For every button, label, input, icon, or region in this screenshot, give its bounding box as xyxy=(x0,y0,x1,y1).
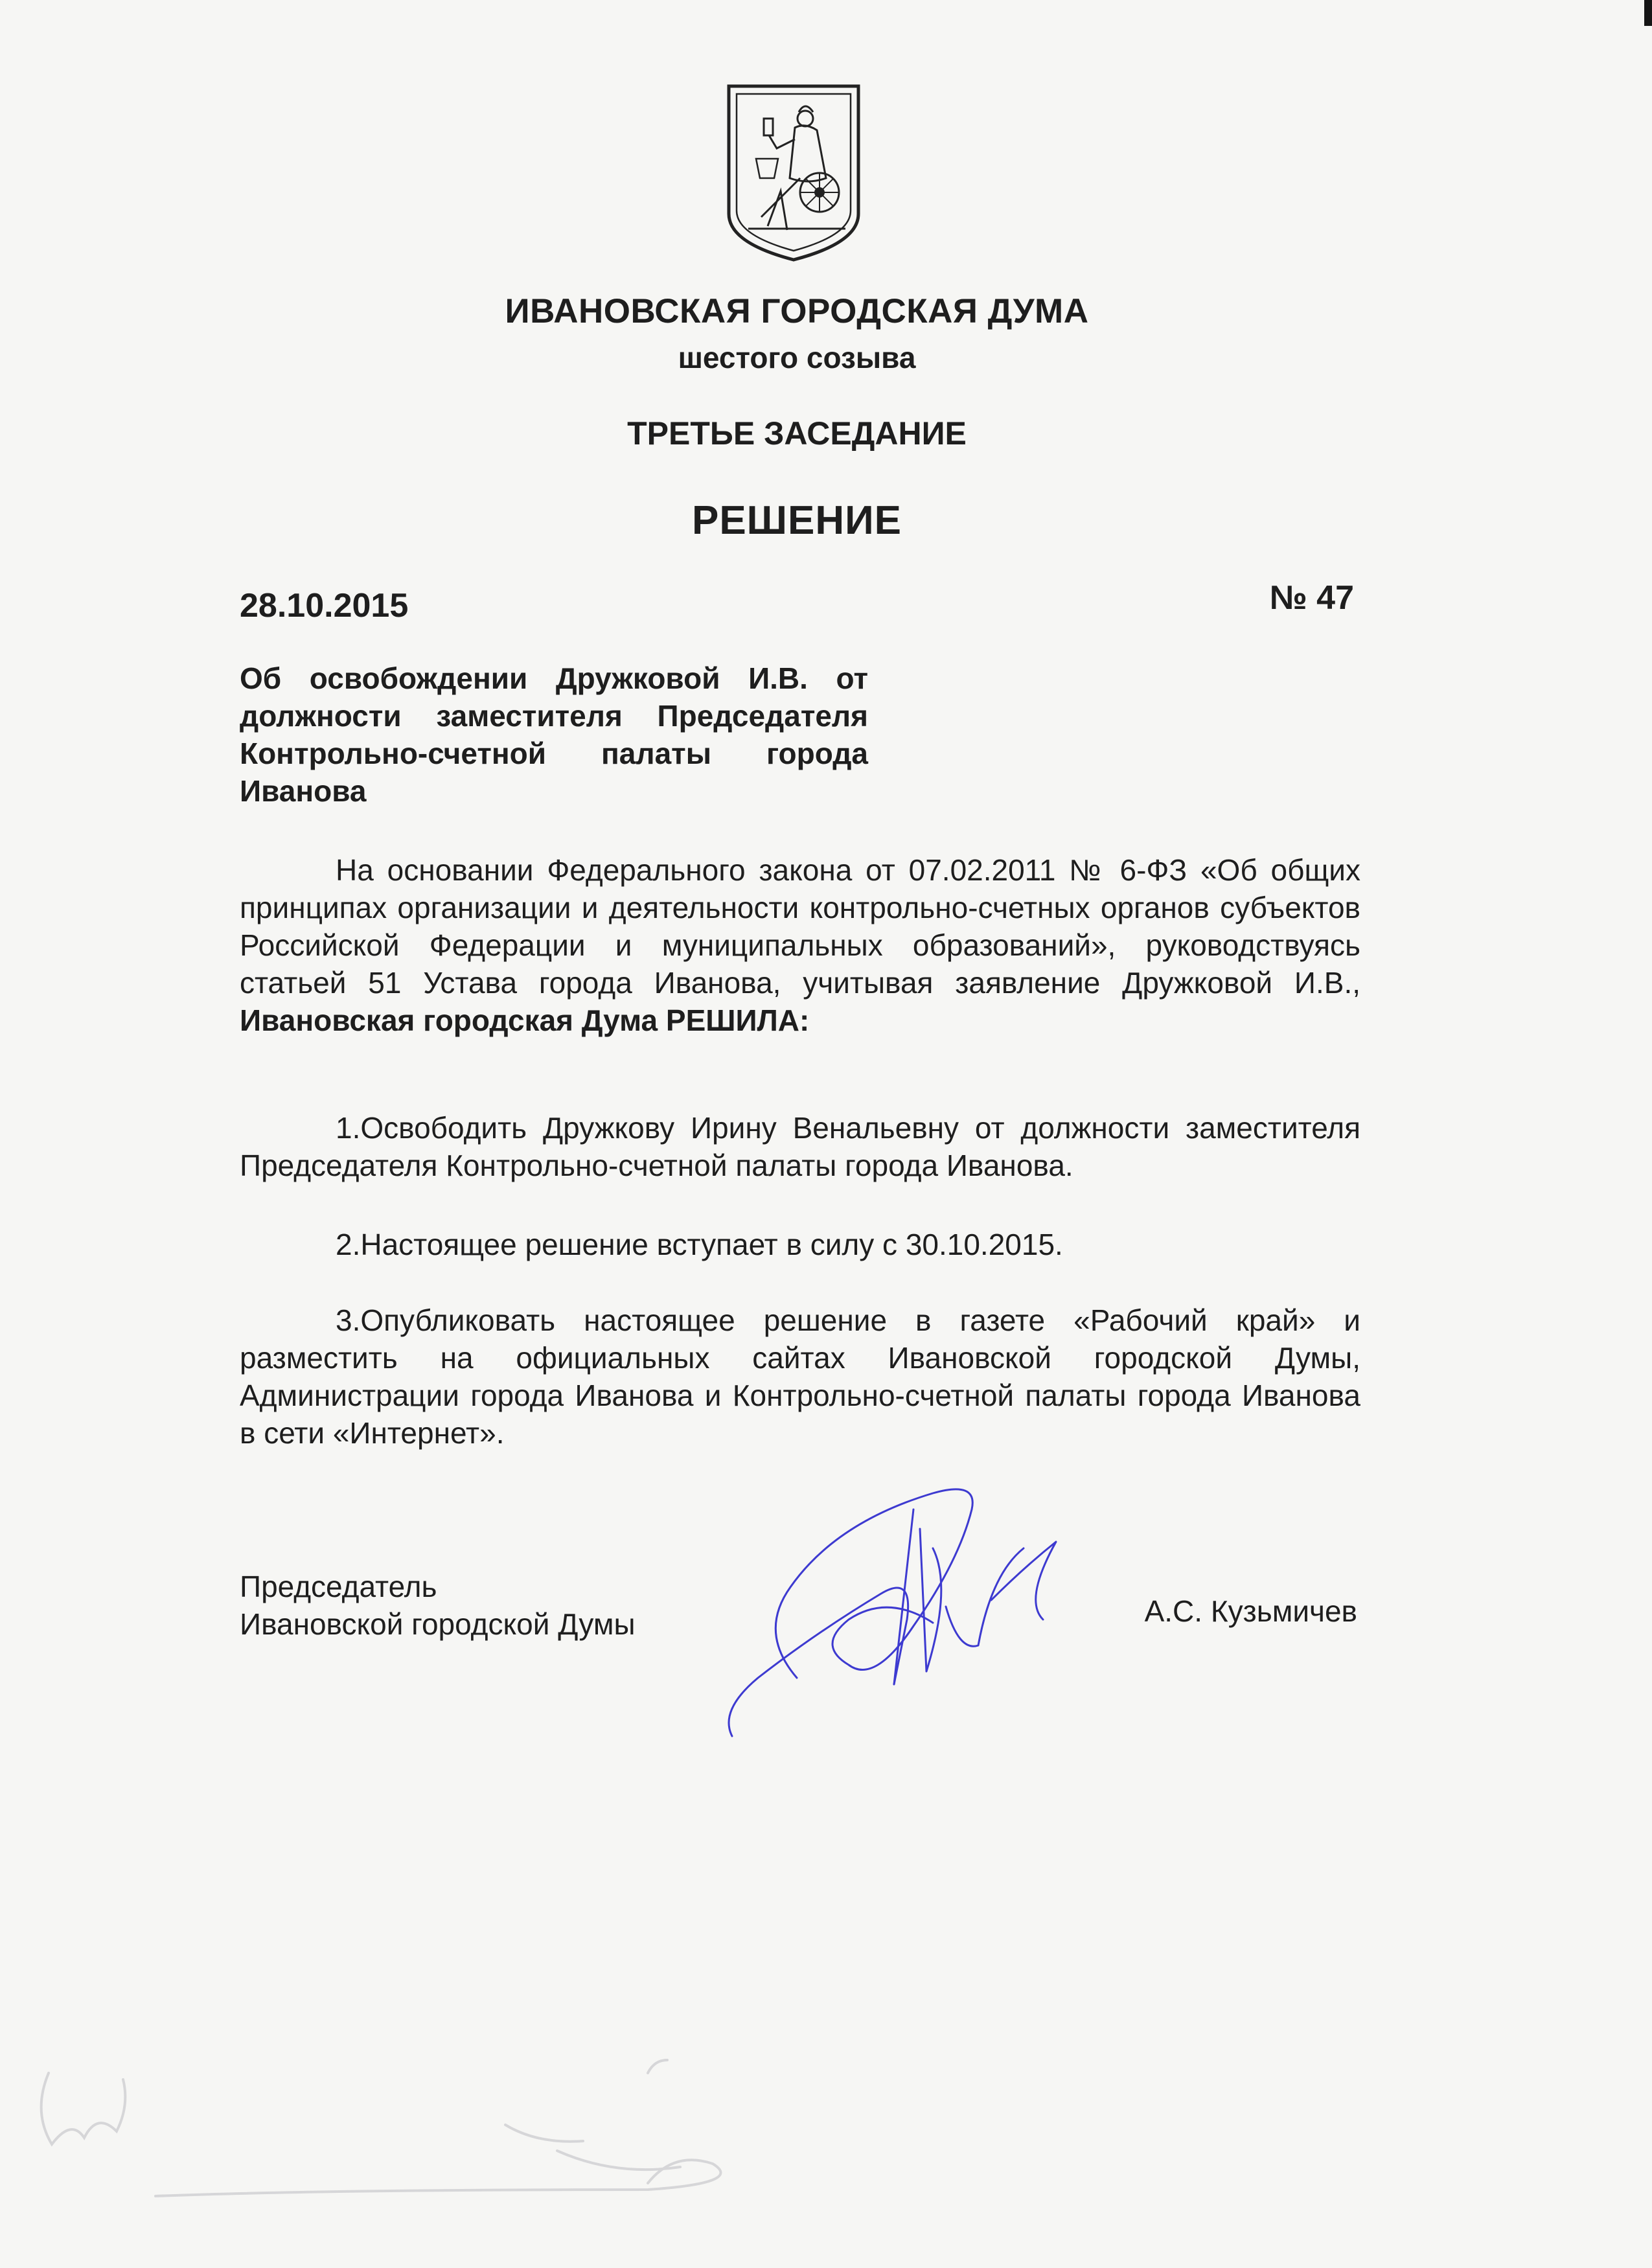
faint-handwritten-marks xyxy=(0,2034,816,2241)
decision-item-1-text: 1.Освободить Дружкову Ирину Венальевну от должности заместителя Председателя Контрольно-счетной палаты города Иванова. xyxy=(240,1111,1360,1182)
decision-item-3 xyxy=(240,1301,1360,1452)
decision-item-2 xyxy=(240,1226,1360,1263)
decision-item-2-text: 2.Настоящее решение вступает в силу с 30.10.2015. xyxy=(336,1228,1063,1261)
preamble-resolution: Ивановская городская Дума РЕШИЛА: xyxy=(240,1003,810,1037)
signatory-title xyxy=(240,1568,636,1643)
signatory-name: А.С. Кузьмичев xyxy=(1144,1594,1357,1628)
signatory-title-line1: Председатель xyxy=(240,1570,437,1603)
document-type-heading: РЕШЕНИЕ xyxy=(691,498,902,543)
session-title: ТРЕТЬЕ ЗАСЕДАНИЕ xyxy=(627,415,967,452)
organization-title: ИВАНОВСКАЯ ГОРОДСКАЯ ДУМА xyxy=(505,292,1089,330)
preamble-text: На основании Федерального закона от 07.02.2011 № 6-ФЗ «Об общих принципах организации и деятельности контрольно-счетных органов субъектов Российской Федерации и муниципальных образований», руководствуясь статьей 51 Устава города Иванова, учитывая заявление Дружковой И.В., xyxy=(240,853,1360,1000)
document-subject: Об освобождении Дружковой И.В. от должности заместителя Председателя Контрольно-счетной палаты города Иванова xyxy=(240,661,868,808)
convocation-subtitle: шестого созыва xyxy=(678,341,916,374)
signatory-title-line2: Ивановской городской Думы xyxy=(240,1607,636,1641)
decision-item-1 xyxy=(240,1109,1360,1184)
document-number: № 47 xyxy=(1269,579,1354,617)
coat-of-arms-icon xyxy=(722,81,865,264)
preamble-paragraph xyxy=(240,851,1360,1039)
scan-edge xyxy=(1644,0,1652,26)
decision-item-3-text: 3.Опубликовать настоящее решение в газете «Рабочий край» и разместить на официальных сайтах Ивановской городской Думы, Администрации города Иванова и Контрольно-счетной палаты города Иванова в сети «Интернет». xyxy=(240,1303,1360,1450)
handwritten-signature xyxy=(719,1471,1082,1756)
document-date: 28.10.2015 xyxy=(240,587,409,624)
